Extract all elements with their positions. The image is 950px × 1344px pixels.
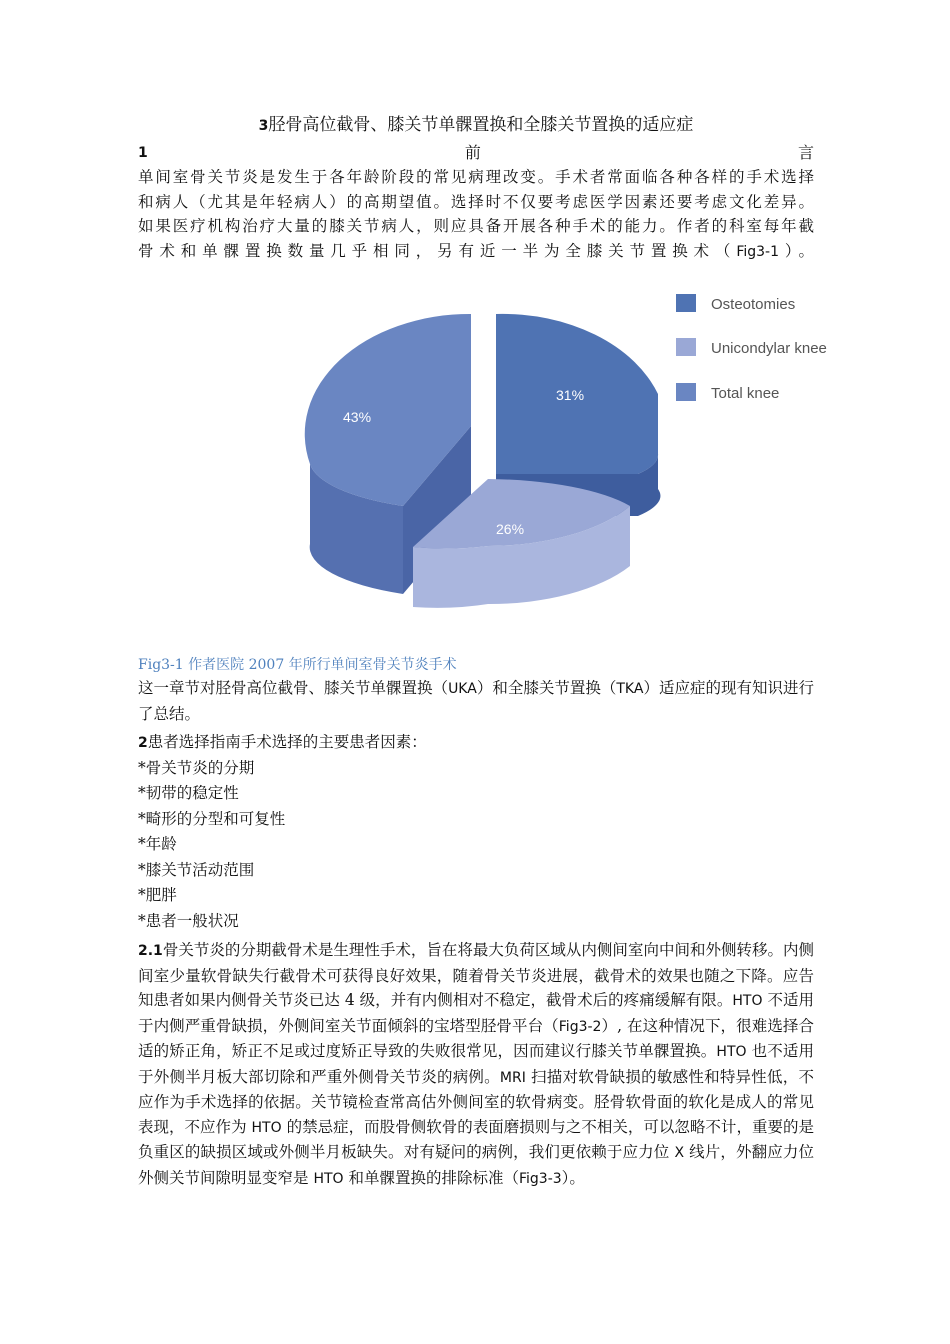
factor-item: *骨关节炎的分期 [138,758,255,777]
section-2-title: 患者选择指南手术选择的主要患者因素： [147,733,427,751]
factor-item: *肥胖 [138,886,177,904]
summary-paragraph [138,676,814,726]
s21-p3: ）, 在这种情况下，很难选择合适的矫正角，矫正不足或过度矫正导致的失败很常见，因而建议行膝关节单髁置换。 [138,1016,814,1060]
abbr-hto: HTO [732,993,763,1009]
fig-ref-3-2: Fig3-2 [558,1018,602,1035]
intro-line-4 [138,239,814,265]
abbr-x: X [674,1145,685,1161]
abbr-hto: HTO [716,1044,747,1060]
summary-a: 这一章节对胫骨高位截骨、膝关节单髁置换（ [138,679,449,697]
summary-b: ）和全膝关节置换（ [476,679,617,697]
pie-label-osteotomies: 31% [556,387,585,403]
legend-swatch-osteotomies [676,294,696,312]
intro-line-2: 和病人（尤其是年轻病人）的高期望值。选择时不仅要考虑医学因素还要考虑文化差异。 [138,192,814,211]
fig-ref-3-3: Fig3-3 [518,1170,562,1187]
section-2-heading [138,730,814,756]
factor-item: *年龄 [138,835,177,853]
chapter-title-text: 胫骨高位截骨、膝关节单髁置换和全膝关节置换的适应症 [268,115,694,135]
intro-paragraph [138,165,814,264]
factor-item: *膝关节活动范围 [138,860,255,879]
s21-p6: 的禁忌症，而股骨侧软骨的表面磨损则与之不相关，可以忽略不计，重要的是负重区的缺损区域或外侧半月板缺失。对有疑问的病例，我们更依赖于应力位 [138,1117,814,1161]
pie-label-unicondylar: 26% [496,521,525,537]
summary-c: ）适应症的现有 [643,679,752,697]
fig-ref-3-1: Fig3-1 [736,243,779,260]
abbr-tka: TKA [616,681,644,697]
section-2-number: 2 [138,735,148,751]
section-1-number: 1 [138,145,148,161]
legend-label-total-knee: Total knee [711,385,780,402]
abbr-hto: HTO [313,1170,344,1187]
s21-p4: 也不适用于外侧半月板大部切除和严重外侧骨关节炎的病例。 [138,1042,814,1086]
section-2-1-paragraph [138,938,814,1191]
intro-line-3: 如果医疗机构治疗大量的膝关节病人，则应具备开展各种手术的能力。作者的科室每年截 [138,217,814,235]
s21-p5: 扫描对软骨缺损的敏感性和特异性低，不应作为手术选择的依据。关节镜检查常高估外侧间室的软骨病变。胫骨软骨面的软化是成人的常见表现，不应作为 [138,1067,814,1136]
factor-list [138,756,814,935]
legend-label-unicondylar: Unicondylar knee [711,340,827,357]
intro-last-text: 骨术和单髁置换数量几乎相同，另有近一半为全膝关节置换术（ [138,241,737,260]
summary-d: 知识进行了总结。 [138,679,814,723]
abbr-hto: HTO [251,1119,282,1136]
document-body [138,112,827,1191]
figure-3-1 [138,294,827,654]
abbr-mri: MRI [499,1069,526,1086]
legend-swatch-unicondylar [676,338,696,356]
section-1-title-char-2: 言 [797,143,814,162]
chapter-number: 3 [258,118,269,134]
section-1-heading [138,141,814,165]
s21-p2: 不适用于内侧严重骨缺损，外侧间室关节面倾斜的宝塔型胫骨平台（ [138,991,814,1035]
s21-p9: ）。 [561,1168,585,1187]
abbr-uka: UKA [448,681,477,697]
section-2-1-number: 2.1 [138,943,163,959]
factor-item: *畸形的分型和可复性 [138,809,286,828]
intro-line-1: 单间室骨关节炎是发生于各年龄阶段的常见病理改变。手术者常面临各种各样的手术选择 [138,168,814,186]
pie-label-total-knee: 43% [343,409,372,425]
intro-end: ）。 [779,241,814,260]
factor-item: *患者一般状况 [138,911,239,930]
figure-caption: Fig3-1 作者医院 2007 年所行单间室骨关节炎手术 [138,657,457,673]
s21-p7: 线片，外翻应力位外侧关节间隙明显变窄是 [138,1143,814,1187]
section-1-title-char-1: 前 [464,143,481,162]
chapter-title [138,112,814,139]
legend-label-osteotomies: Osteotomies [711,296,796,313]
s21-p1: 骨关节炎的分期截骨术是生理性手术，旨在将最大负荷区域从内侧间室向中间和外侧转移。内侧间室少量软骨缺失行截骨术可获得良好效果，随着骨关节炎进展，截骨术的效果也随之下降。应告知患者如果内侧骨关节炎已达 4 级，并有内侧相对不稳定，截骨术后的疼痛缓解有限。 [138,941,814,1009]
s21-p8: 和单髁置换的排除标准（ [343,1168,519,1187]
legend-swatch-total-knee [676,383,696,401]
pie-chart [138,294,827,654]
factor-item: *韧带的稳定性 [138,784,239,802]
